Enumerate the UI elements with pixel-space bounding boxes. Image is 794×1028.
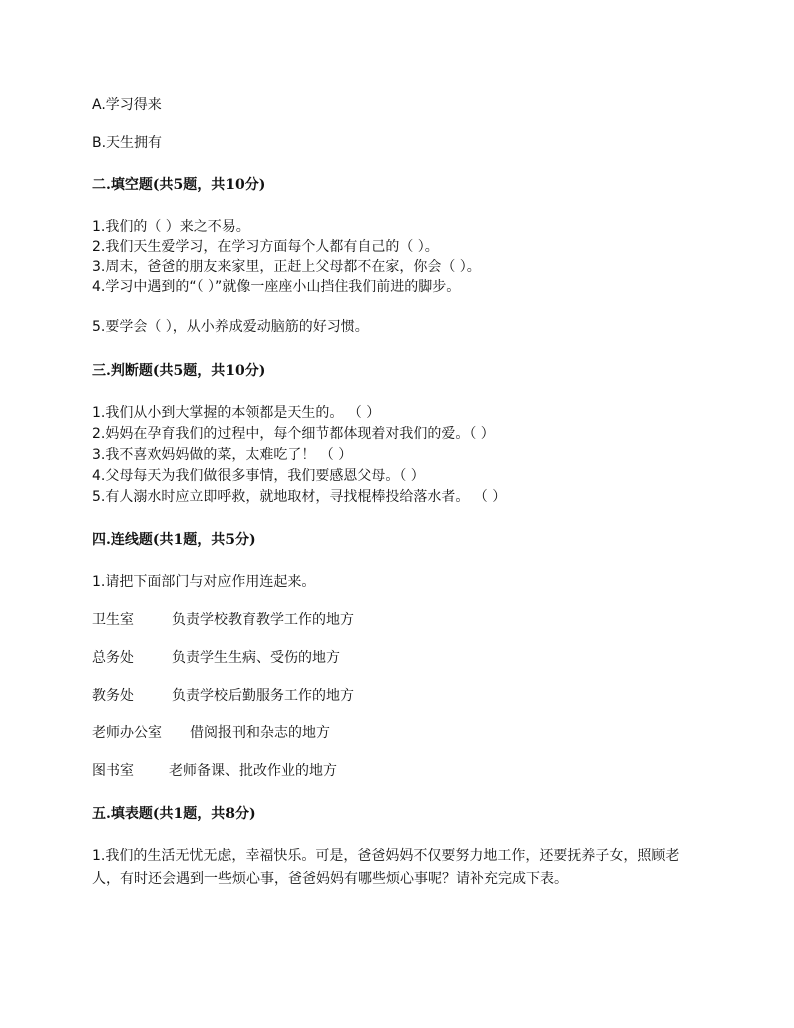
matching-row: [92, 687, 354, 705]
true-false-item: 2.妈妈在孕育我们的过程中，每个细节都体现着对我们的爱。（ ）: [92, 426, 495, 442]
section-heading-fill-blank: 二.填空题(共5题，共10分): [92, 177, 266, 193]
matching-question: 1.请把下面部门与对应作用连起来。: [92, 574, 316, 590]
fill-blank-item: 5.要学会（ ），从小养成爱动脑筋的好习惯。: [92, 319, 369, 335]
matching-right-item: 负责学校教育教学工作的地方: [172, 612, 354, 628]
matching-left-item: 图书室: [92, 763, 134, 779]
matching-row: [92, 649, 340, 667]
matching-right-item: 负责学生生病、受伤的地方: [172, 650, 340, 666]
option-a: A.学习得来: [92, 97, 162, 113]
option-b: B.天生拥有: [92, 135, 163, 151]
true-false-item: 5.有人溺水时应立即呼救，就地取材，寻找棍棒投给落水者。 （ ）: [92, 489, 507, 505]
fill-blank-item: 2.我们天生爱学习，在学习方面每个人都有自己的（ ）。: [92, 239, 439, 255]
fill-blank-item: 4.学习中遇到的“（ ）”就像一座座小山挡住我们前进的脚步。: [92, 279, 461, 295]
table-fill-question: 1.我们的生活无忧无虑，幸福快乐。可是，爸爸妈妈不仅要努力地工作，还要抚养子女，照顾老人，有时还会遇到一些烦心事，爸爸妈妈有哪些烦心事呢？请补充完成下表。: [92, 848, 680, 887]
matching-left-item: 教务处: [92, 688, 134, 704]
matching-row: [92, 611, 354, 629]
true-false-item: 1.我们从小到大掌握的本领都是天生的。 （ ）: [92, 405, 381, 421]
section-heading-table-fill: 五.填表题(共1题，共8分): [92, 806, 256, 822]
matching-right-item: 借阅报刊和杂志的地方: [190, 725, 330, 741]
true-false-item: 4.父母每天为我们做很多事情，我们要感恩父母。（ ）: [92, 468, 425, 484]
section-heading-matching: 四.连线题(共1题，共5分): [92, 532, 256, 548]
matching-left-item: 老师办公室: [92, 725, 162, 741]
matching-left-item: 卫生室: [92, 612, 134, 628]
matching-row: [92, 762, 337, 780]
matching-row: [92, 724, 330, 742]
section-heading-true-false: 三.判断题(共5题，共10分): [92, 363, 266, 379]
true-false-item: 3.我不喜欢妈妈做的菜，太难吃了！ （ ）: [92, 447, 353, 463]
matching-right-item: 负责学校后勤服务工作的地方: [172, 688, 354, 704]
fill-blank-item: 1.我们的（ ）来之不易。: [92, 219, 250, 235]
fill-blank-item: 3.周末，爸爸的朋友来家里，正赶上父母都不在家，你会（ ）。: [92, 259, 481, 275]
matching-right-item: 老师备课、批改作业的地方: [169, 763, 337, 779]
matching-left-item: 总务处: [92, 650, 134, 666]
